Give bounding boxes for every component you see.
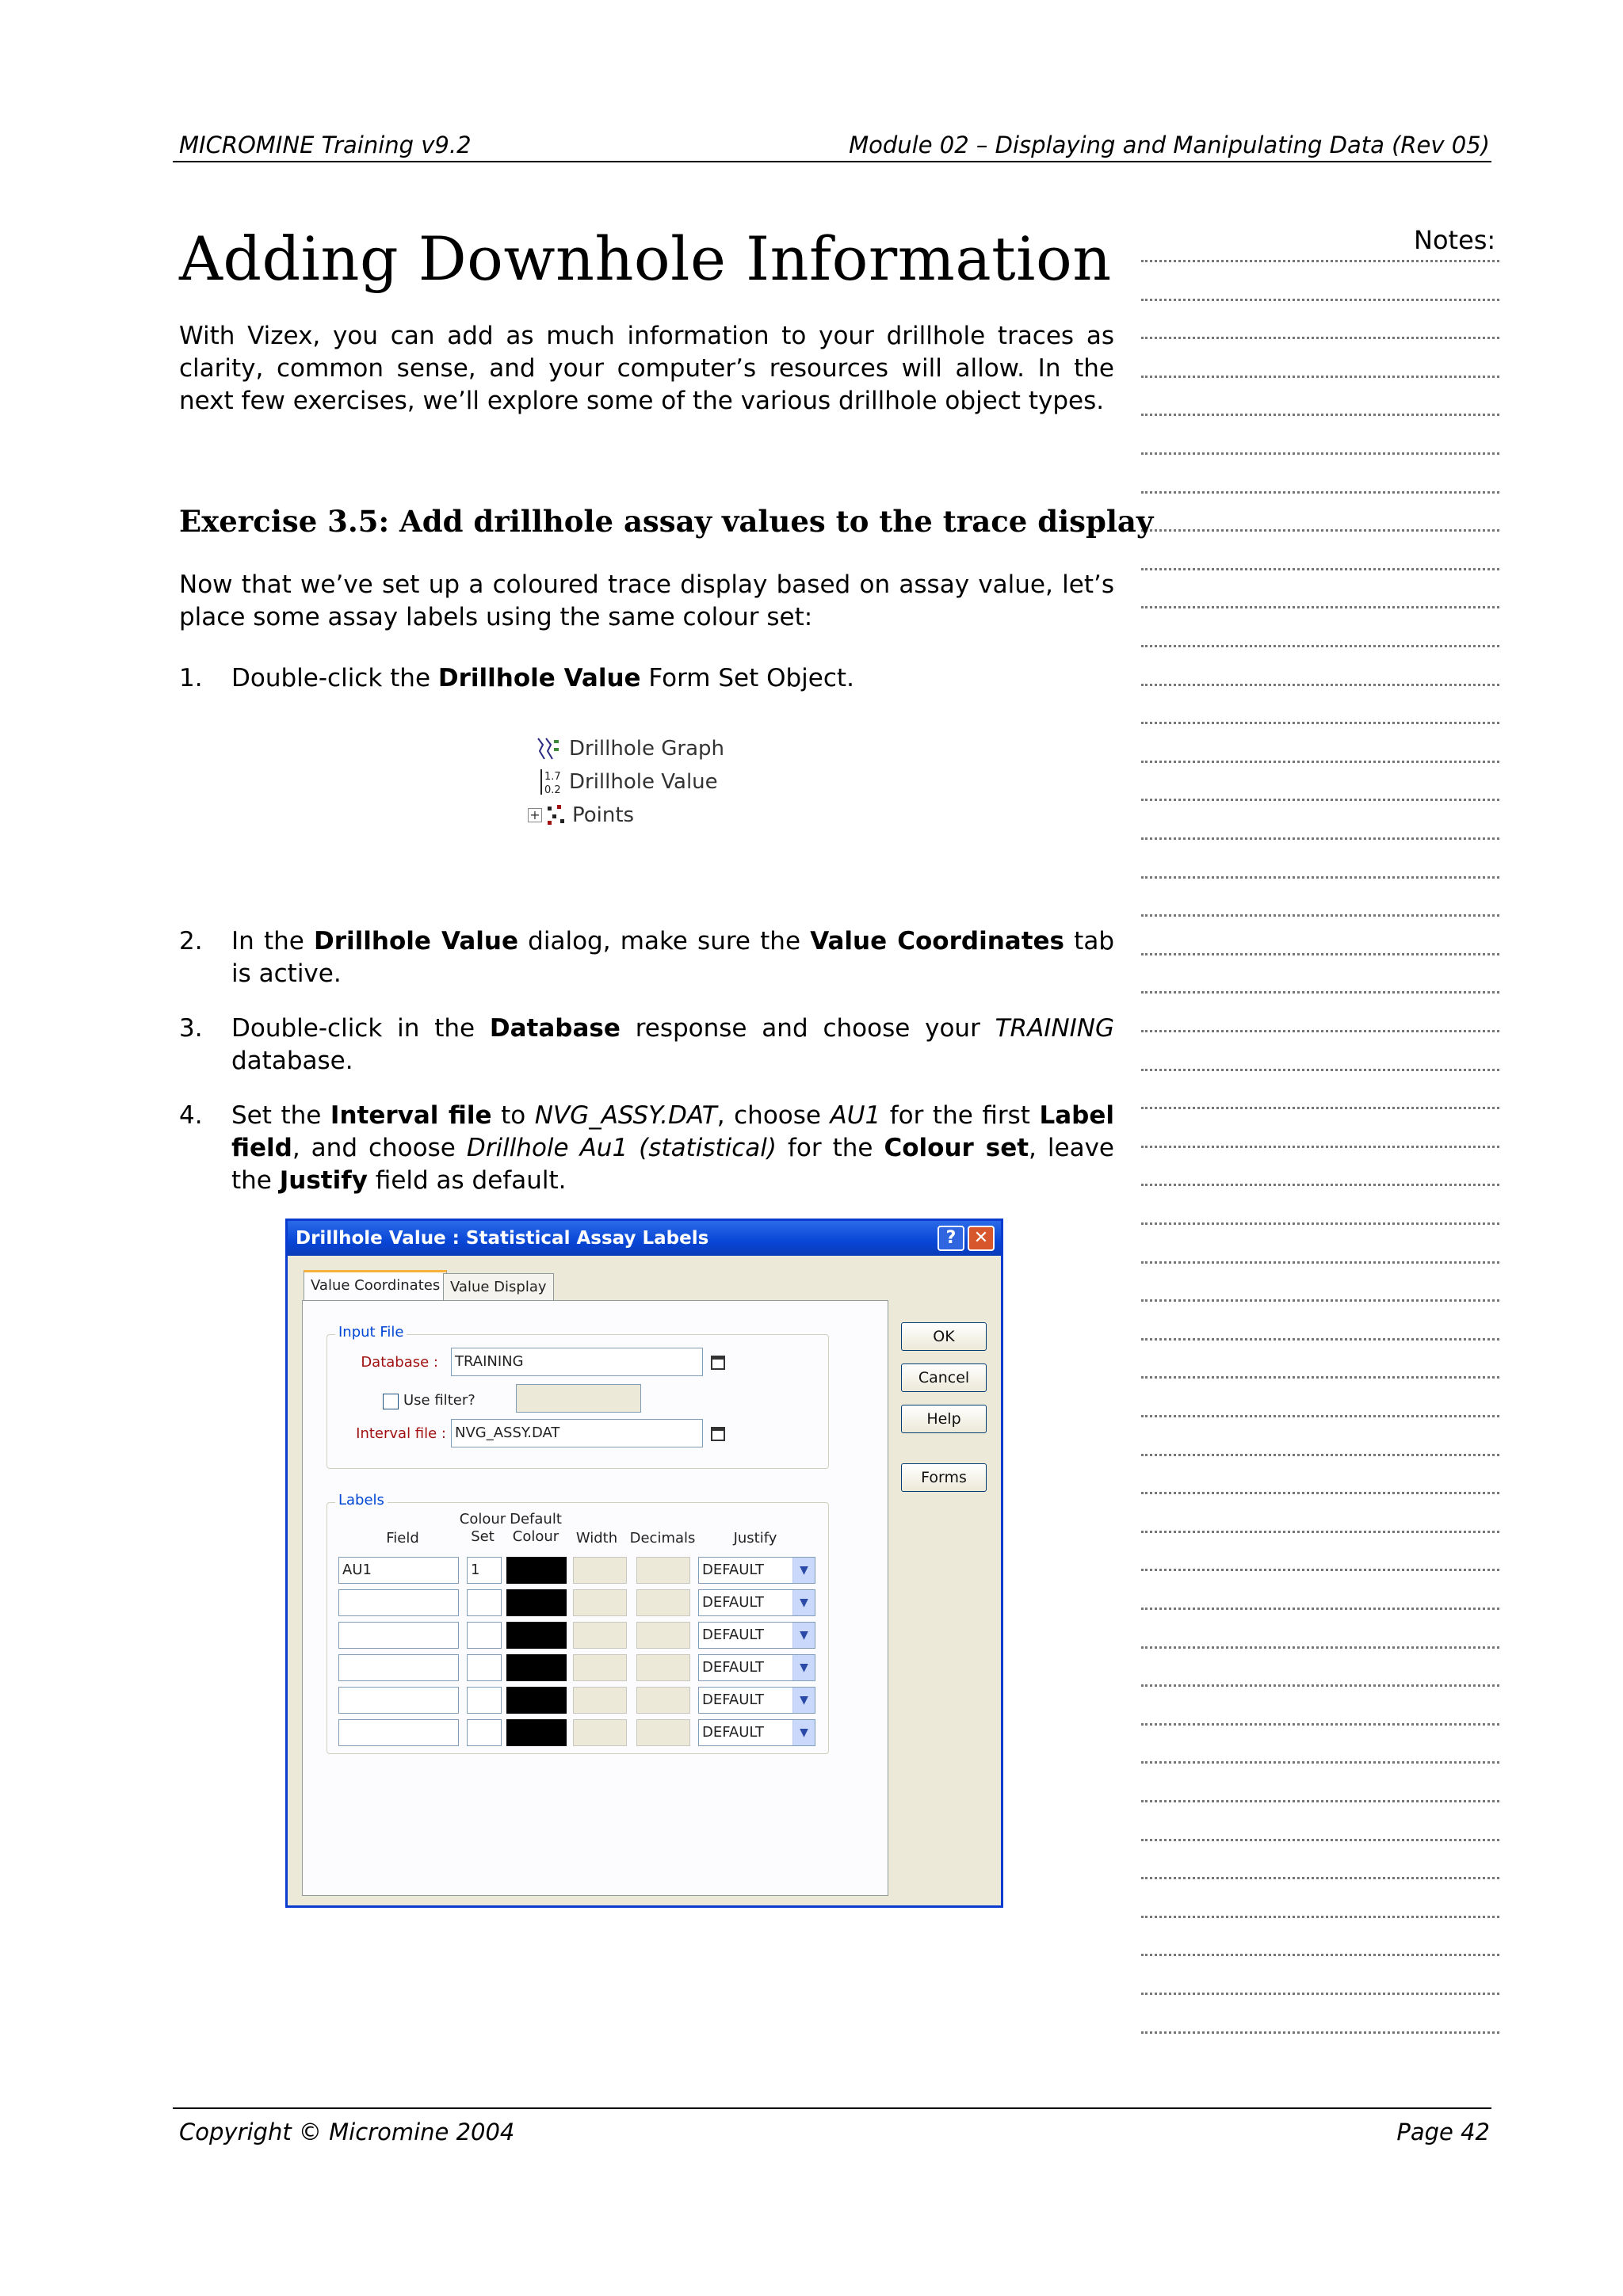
header-left: MICROMINE Training v9.2 [179, 132, 472, 158]
chevron-down-icon[interactable]: ▼ [792, 1688, 815, 1713]
footer-right: Page 42 [1396, 2119, 1490, 2145]
exercise-heading: Exercise 3.5: Add drillhole assay values to the trace display [179, 504, 1154, 539]
notes-line [1141, 645, 1499, 647]
tree-item-label: Drillhole Graph [569, 737, 725, 761]
step-number: 4. [179, 1101, 203, 1130]
notes-line [1141, 914, 1499, 917]
width-cell[interactable] [573, 1557, 627, 1584]
dialog-title: Drillhole Value : Statistical Assay Labels [288, 1221, 1001, 1256]
tree-item-points[interactable] [528, 799, 634, 831]
intro-paragraph: With Vizex, you can add as much information to your drillhole traces as clarity, common sense, and your computer’s resources will allow. In the next few exercises, we’ll explore some of the various drillhole object types. [179, 322, 1114, 415]
label-field-cell[interactable] [338, 1719, 459, 1746]
page-title: Adding Downhole Information [179, 223, 1112, 294]
notes-line [1141, 991, 1499, 994]
chevron-down-icon[interactable]: ▼ [792, 1558, 815, 1583]
drillhole-graph-icon [531, 734, 566, 763]
colour-set-cell[interactable] [467, 1622, 502, 1649]
notes-line [1141, 1761, 1499, 1764]
tree-item-drillhole-graph[interactable] [531, 733, 724, 765]
colour-set-cell[interactable] [467, 1654, 502, 1681]
column-header-field: Field [386, 1530, 419, 1547]
justify-dropdown[interactable] [698, 1589, 815, 1616]
default-colour-cell[interactable] [506, 1589, 567, 1616]
column-header-width: Width [575, 1530, 618, 1547]
notes-line [1141, 1646, 1499, 1649]
footer-left: Copyright © Micromine 2004 [179, 2119, 515, 2145]
drillhole-value-icon [531, 768, 566, 796]
colour-set-cell[interactable] [467, 1589, 502, 1616]
decimals-cell[interactable] [636, 1622, 690, 1649]
width-cell[interactable] [573, 1654, 627, 1681]
notes-label: Notes: [1414, 225, 1496, 255]
tab-value-display[interactable]: Value Display [443, 1273, 554, 1302]
notes-line [1141, 337, 1499, 339]
notes-line [1141, 1454, 1499, 1456]
label-field-cell[interactable] [338, 1622, 459, 1649]
filter-field[interactable] [516, 1384, 641, 1413]
width-cell[interactable] [573, 1622, 627, 1649]
notes-line [1141, 2031, 1499, 2034]
group-label: Labels [335, 1492, 388, 1508]
width-cell[interactable] [573, 1589, 627, 1616]
notes-line [1141, 1146, 1499, 1148]
decimals-cell[interactable] [636, 1589, 690, 1616]
notes-line [1141, 260, 1499, 262]
drillhole-value-dialog [285, 1219, 1003, 1908]
step-4: 4. Set the Interval file to NVG_ASSY.DAT, choose AU1 for the first Label field, and choose Drillhole Au1 (statistical) for the Colour set, leave the Justify field as default. [179, 1101, 1114, 1195]
notes-line [1141, 1299, 1499, 1302]
step-1: 1. Double-click the Drillhole Value Form Set Object. [179, 662, 1114, 695]
tree-item-label: Drillhole Value [569, 770, 718, 794]
input-file-group [327, 1324, 829, 1469]
notes-line [1141, 1954, 1499, 1956]
step-number: 3. [179, 1014, 203, 1043]
step-2: 2. In the Drillhole Value dialog, make sure the Value Coordinates tab is active. [179, 927, 1115, 988]
label-field-cell[interactable] [338, 1654, 459, 1681]
notes-line [1141, 1993, 1499, 1995]
notes-line [1141, 452, 1499, 455]
colour-set-cell[interactable] [467, 1719, 502, 1746]
svg-text:0.2: 0.2 [544, 784, 561, 796]
tree-item-label: Points [572, 803, 635, 827]
help-button[interactable]: Help [901, 1405, 987, 1433]
default-colour-cell[interactable] [506, 1654, 567, 1681]
notes-line [1141, 1531, 1499, 1533]
cancel-button[interactable]: Cancel [901, 1363, 987, 1392]
decimals-cell[interactable] [636, 1719, 690, 1746]
notes-line [1141, 414, 1499, 416]
notes-line [1141, 491, 1499, 494]
justify-dropdown[interactable] [698, 1687, 815, 1714]
default-colour-cell[interactable] [506, 1557, 567, 1584]
header-rule [173, 161, 1491, 162]
expand-icon[interactable]: + [528, 808, 542, 822]
close-icon[interactable]: ✕ [968, 1226, 995, 1251]
notes-line [1141, 299, 1499, 301]
notes-line [1141, 1184, 1499, 1186]
notes-line [1141, 1877, 1499, 1879]
notes-line [1141, 1338, 1499, 1341]
justify-value: DEFAULT [702, 1691, 764, 1708]
decimals-cell[interactable] [636, 1687, 690, 1714]
ok-button[interactable]: OK [901, 1322, 987, 1351]
justify-dropdown[interactable] [698, 1654, 815, 1681]
help-icon[interactable]: ? [938, 1226, 964, 1251]
svg-text:1.7: 1.7 [544, 771, 561, 783]
tab-panel [302, 1300, 888, 1896]
label-field-cell[interactable]: AU1 [338, 1557, 459, 1584]
notes-line [1141, 1684, 1499, 1687]
notes-line [1141, 1839, 1499, 1841]
label-field-cell[interactable] [338, 1687, 459, 1714]
notes-line [1141, 1800, 1499, 1802]
interval-file-field[interactable]: NVG_ASSY.DAT [451, 1419, 703, 1447]
chevron-down-icon[interactable]: ▼ [792, 1655, 815, 1680]
chevron-down-icon[interactable]: ▼ [792, 1623, 815, 1648]
default-colour-cell[interactable] [506, 1719, 567, 1746]
footer-rule [173, 2107, 1491, 2109]
notes-line [1141, 606, 1499, 608]
column-header-default-colour: Default Colour [510, 1511, 562, 1545]
notes-line [1141, 1723, 1499, 1726]
decimals-cell[interactable] [636, 1654, 690, 1681]
points-icon [542, 801, 569, 830]
notes-line [1141, 376, 1499, 378]
exercise-intro: Now that we’ve set up a coloured trace display based on assay value, let’s place some assay labels using the same colour set: [179, 570, 1114, 631]
forms-button[interactable]: Forms [901, 1463, 987, 1492]
label-field-cell[interactable] [338, 1589, 459, 1616]
default-colour-cell[interactable] [506, 1622, 567, 1649]
notes-line [1141, 837, 1499, 840]
colour-set-cell[interactable] [467, 1687, 502, 1714]
justify-dropdown[interactable] [698, 1622, 815, 1649]
notes-line [1141, 953, 1499, 955]
decimals-cell[interactable] [636, 1557, 690, 1584]
justify-value: DEFAULT [702, 1594, 764, 1611]
interval-file-browse-icon[interactable] [711, 1427, 725, 1441]
notes-line [1141, 1569, 1499, 1571]
database-label: Database : [361, 1354, 438, 1371]
notes-line [1141, 1415, 1499, 1417]
notes-line [1141, 1916, 1499, 1918]
notes-line [1141, 684, 1499, 686]
justify-dropdown[interactable] [698, 1557, 815, 1584]
database-field[interactable]: TRAINING [451, 1348, 703, 1376]
labels-group [327, 1492, 829, 1754]
column-header-colour-set: Colour Set [459, 1511, 506, 1545]
notes-line [1141, 1376, 1499, 1379]
column-header-justify: Justify [733, 1530, 777, 1547]
notes-line [1141, 1492, 1499, 1494]
step-number: 1. [179, 664, 203, 692]
use-filter-checkbox[interactable] [383, 1394, 399, 1409]
use-filter-label: Use filter? [403, 1392, 475, 1409]
justify-value: DEFAULT [702, 1724, 764, 1741]
notes-line [1141, 568, 1499, 570]
width-cell[interactable] [573, 1687, 627, 1714]
step-3: 3. Double-click in the Database response and choose your TRAINING database. [179, 1014, 1114, 1075]
notes-line [1141, 761, 1499, 763]
database-browse-icon[interactable] [711, 1356, 725, 1370]
notes-line [1141, 1222, 1499, 1225]
colour-set-cell[interactable]: 1 [467, 1557, 502, 1584]
default-colour-cell[interactable] [506, 1687, 567, 1714]
step-number: 2. [179, 927, 203, 955]
notes-line [1141, 1107, 1499, 1109]
column-header-decimals: Decimals [629, 1530, 696, 1547]
justify-value: DEFAULT [702, 1627, 764, 1643]
form-set-tree [531, 733, 769, 844]
notes-line [1141, 529, 1499, 532]
notes-line [1141, 1261, 1499, 1264]
header-right: Module 02 – Displaying and Manipulating Data (Rev 05) [849, 132, 1490, 158]
notes-line [1141, 799, 1499, 801]
notes-line [1141, 722, 1499, 724]
notes-line [1141, 1069, 1499, 1071]
width-cell[interactable] [573, 1719, 627, 1746]
notes-line [1141, 1030, 1499, 1032]
notes-line [1141, 1608, 1499, 1610]
tree-item-drillhole-value[interactable] [531, 766, 718, 798]
notes-line [1141, 876, 1499, 879]
justify-value: DEFAULT [702, 1562, 764, 1578]
chevron-down-icon[interactable]: ▼ [792, 1720, 815, 1745]
tab-value-coordinates[interactable]: Value Coordinates [304, 1270, 447, 1302]
justify-dropdown[interactable] [698, 1719, 815, 1746]
chevron-down-icon[interactable]: ▼ [792, 1590, 815, 1615]
interval-file-label: Interval file : [356, 1425, 446, 1442]
justify-value: DEFAULT [702, 1659, 764, 1676]
group-label: Input File [335, 1324, 407, 1341]
